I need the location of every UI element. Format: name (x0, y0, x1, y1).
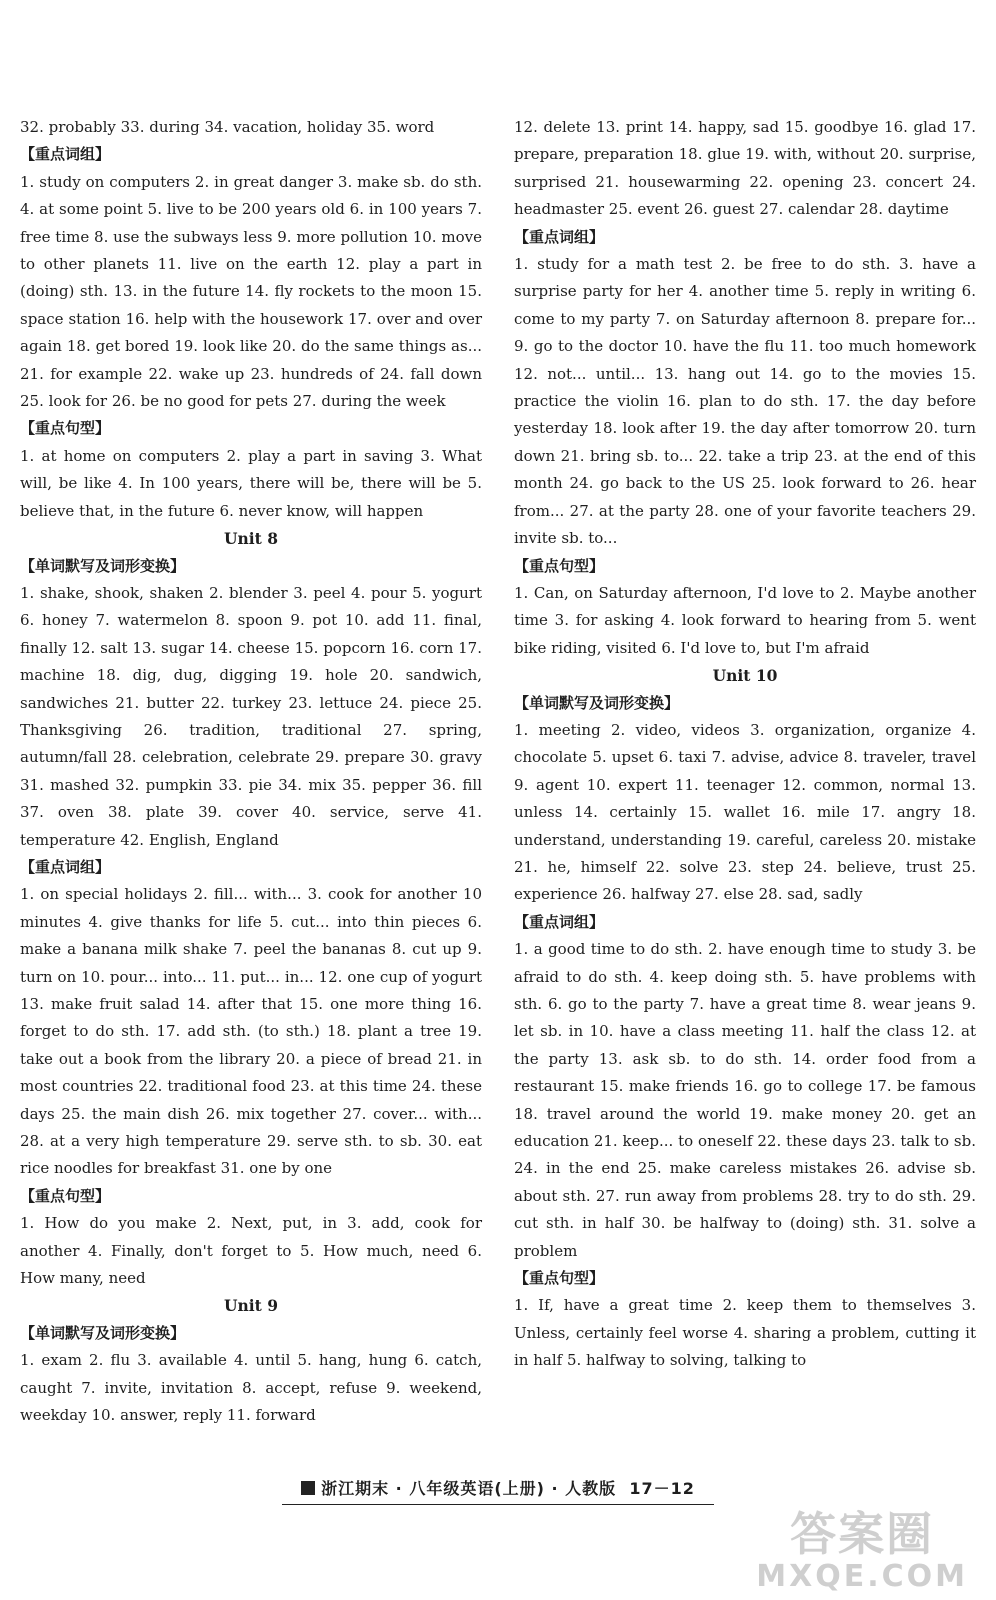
footer-title: 浙江期末 · 八年级英语(上册) · 人教版 (321, 1479, 617, 1498)
right-column (514, 114, 976, 1375)
answer-text: 1. a good time to do sth. 2. have enough time to study 3. be afraid to do sth. 4. keep doing sth. 5. have problems with sth. 6. go to the party 7. have a great time 8. wear jeans 9. let sb. in 10. have a class meeting 11. half the class 12. at the party 13. ask sb. to do sth. 14. order food from a restaurant 15. make friends 16. go to college 17. be famous 18. travel around the world 19. make money 20. get an education 21. keep... to oneself 22. these days 23. talk to sb. 24. in the end 25. make careless mistakes 26. advise sb. about sth. 27. run away from problems 28. try to do sth. 29. cut sth. in half 30. be halfway to (doing) sth. 31. solve a problem (514, 940, 976, 1260)
answer-text: 1. study on computers 2. in great danger 3. make sb. do sth. 4. at some point 5. live to be 200 years old 6. in 100 years 7. free time 8. use the subways less 9. more pollution 10. move to other planets 11. live on the earth 12. play a part in (doing) sth. 13. in the future 14. fly rockets to the moon 15. space station 16. help with the housework 17. over and over again 18. get bored 19. look like 20. do the same things as... 21. for example 22. wake up 23. hundreds of 24. fall down 25. look for 26. be no good for pets 27. during the week (20, 172, 482, 411)
footer-rule (282, 1504, 714, 1505)
section-heading: 【单词默写及词形变换】 (514, 693, 680, 712)
page-footer (0, 1476, 996, 1499)
watermark-logo (756, 1508, 968, 1594)
unit-title: Unit 8 (223, 529, 278, 549)
section-heading: 【重点词组】 (20, 145, 111, 164)
left-column (20, 114, 482, 1430)
answer-text: 1. shake, shook, shaken 2. blender 3. peel 4. pour 5. yogurt 6. honey 7. watermelon 8. spoon 9. pot 10. add 11. final, finally 12. salt 13. sugar 14. cheese 15. popcorn 16. corn 17. machine 18. dig, dug, digging 19. hole 20. sandwich, sandwiches 21. butter 22. turkey 23. lettuce 24. piece 25. Thanksgiving 26. tradition, traditional 27. spring, autumn/fall 28. celebration, celebrate 29. prepare 30. gravy 31. mashed 32. pumpkin 33. pie 34. mix 35. pepper 36. fill 37. oven 38. plate 39. cover 40. service, serve 41. temperature 42. English, England (20, 583, 482, 849)
unit-title: Unit 9 (223, 1296, 278, 1316)
section-heading: 【单词默写及词形变换】 (20, 556, 186, 575)
section-heading: 【重点句型】 (20, 419, 111, 438)
watermark-main: 答案圈 (790, 1507, 935, 1561)
answer-text: 12. delete 13. print 14. happy, sad 15. goodbye 16. glad 17. prepare, preparation 18. glue 19. with, without 20. surprise, surprised 21. housewarming 22. opening 23. concert 24. headmaster 25. event 26. guest 27. calendar 28. daytime (514, 118, 976, 219)
section-heading: 【单词默写及词形变换】 (20, 1323, 186, 1342)
answer-text: 1. If, have a great time 2. keep them to themselves 3. Unless, certainly feel worse 4. sharing a problem, cutting it in half 5. halfway to solving, talking to (514, 1296, 976, 1370)
section-heading: 【重点词组】 (514, 227, 605, 246)
answer-text: 1. Can, on Saturday afternoon, I'd love to 2. Maybe another time 3. for asking 4. look forward to hearing from 5. went bike riding, visited 6. I'd love to, but I'm afraid (514, 583, 976, 657)
section-heading: 【重点句型】 (514, 556, 605, 575)
section-heading: 【重点词组】 (514, 912, 605, 931)
section-heading: 【重点句型】 (514, 1269, 605, 1288)
unit-title: Unit 10 (712, 666, 778, 686)
footer-square-icon (301, 1481, 315, 1495)
watermark-sub: MXQE.COM (756, 1559, 968, 1594)
answer-text: 1. study for a math test 2. be free to do sth. 3. have a surprise party for her 4. another time 5. reply in writing 6. come to my party 7. on Saturday afternoon 8. prepare for... 9. go to the doctor 10. have the flu 11. too much homework 12. not... until... 13. hang out 14. go to the movies 15. practice the violin 16. plan to do sth. 17. the day before yesterday 18. look after 19. the day after tomorrow 20. turn down 21. bring sb. to... 22. take a trip 23. at the end of this month 24. go back to the US 25. look forward to 26. hear from... 27. at the party 28. one of your favorite teachers 29. invite sb. to... (514, 255, 976, 548)
section-heading: 【重点句型】 (20, 1186, 111, 1205)
page-number: 17－12 (629, 1479, 695, 1498)
answer-text: 1. How do you make 2. Next, put, in 3. add, cook for another 4. Finally, don't forget to 5. How much, need 6. How many, need (20, 1214, 482, 1288)
answer-text: 1. on special holidays 2. fill... with... 3. cook for another 10 minutes 4. give thanks for life 5. cut... into thin pieces 6. make a banana milk shake 7. peel the bananas 8. cut up 9. turn on 10. pour... into... 11. put... in... 12. one cup of yogurt 13. make fruit salad 14. after that 15. one more thing 16. forget to do sth. 17. add sth. (to sth.) 18. plant a tree 19. take out a book from the library 20. a piece of bread 21. in most countries 22. traditional food 23. at this time 24. these days 25. the main dish 26. mix together 27. cover... with... 28. at a very high temperature 29. serve sth. to sb. 30. eat rice noodles for breakfast 31. one by one (20, 885, 482, 1178)
answer-text: 32. probably 33. during 34. vacation, holiday 35. word (20, 118, 435, 136)
answer-text: 1. exam 2. flu 3. available 4. until 5. hang, hung 6. catch, caught 7. invite, invitation 8. accept, refuse 9. weekend, weekday 10. answer, reply 11. forward (20, 1351, 482, 1425)
section-heading: 【重点词组】 (20, 857, 111, 876)
answer-text: 1. at home on computers 2. play a part in saving 3. What will, be like 4. In 100 years, there will be, there will be 5. believe that, in the future 6. never know, will happen (20, 446, 482, 520)
answer-text: 1. meeting 2. video, videos 3. organization, organize 4. chocolate 5. upset 6. taxi 7. advise, advice 8. traveler, travel 9. agent 10. expert 11. teenager 12. common, normal 13. unless 14. certainly 15. wallet 16. mile 17. angry 18. understand, understanding 19. careful, careless 20. mistake 21. he, himself 22. solve 23. step 24. believe, trust 25. experience 26. halfway 27. else 28. sad, sadly (514, 720, 976, 904)
